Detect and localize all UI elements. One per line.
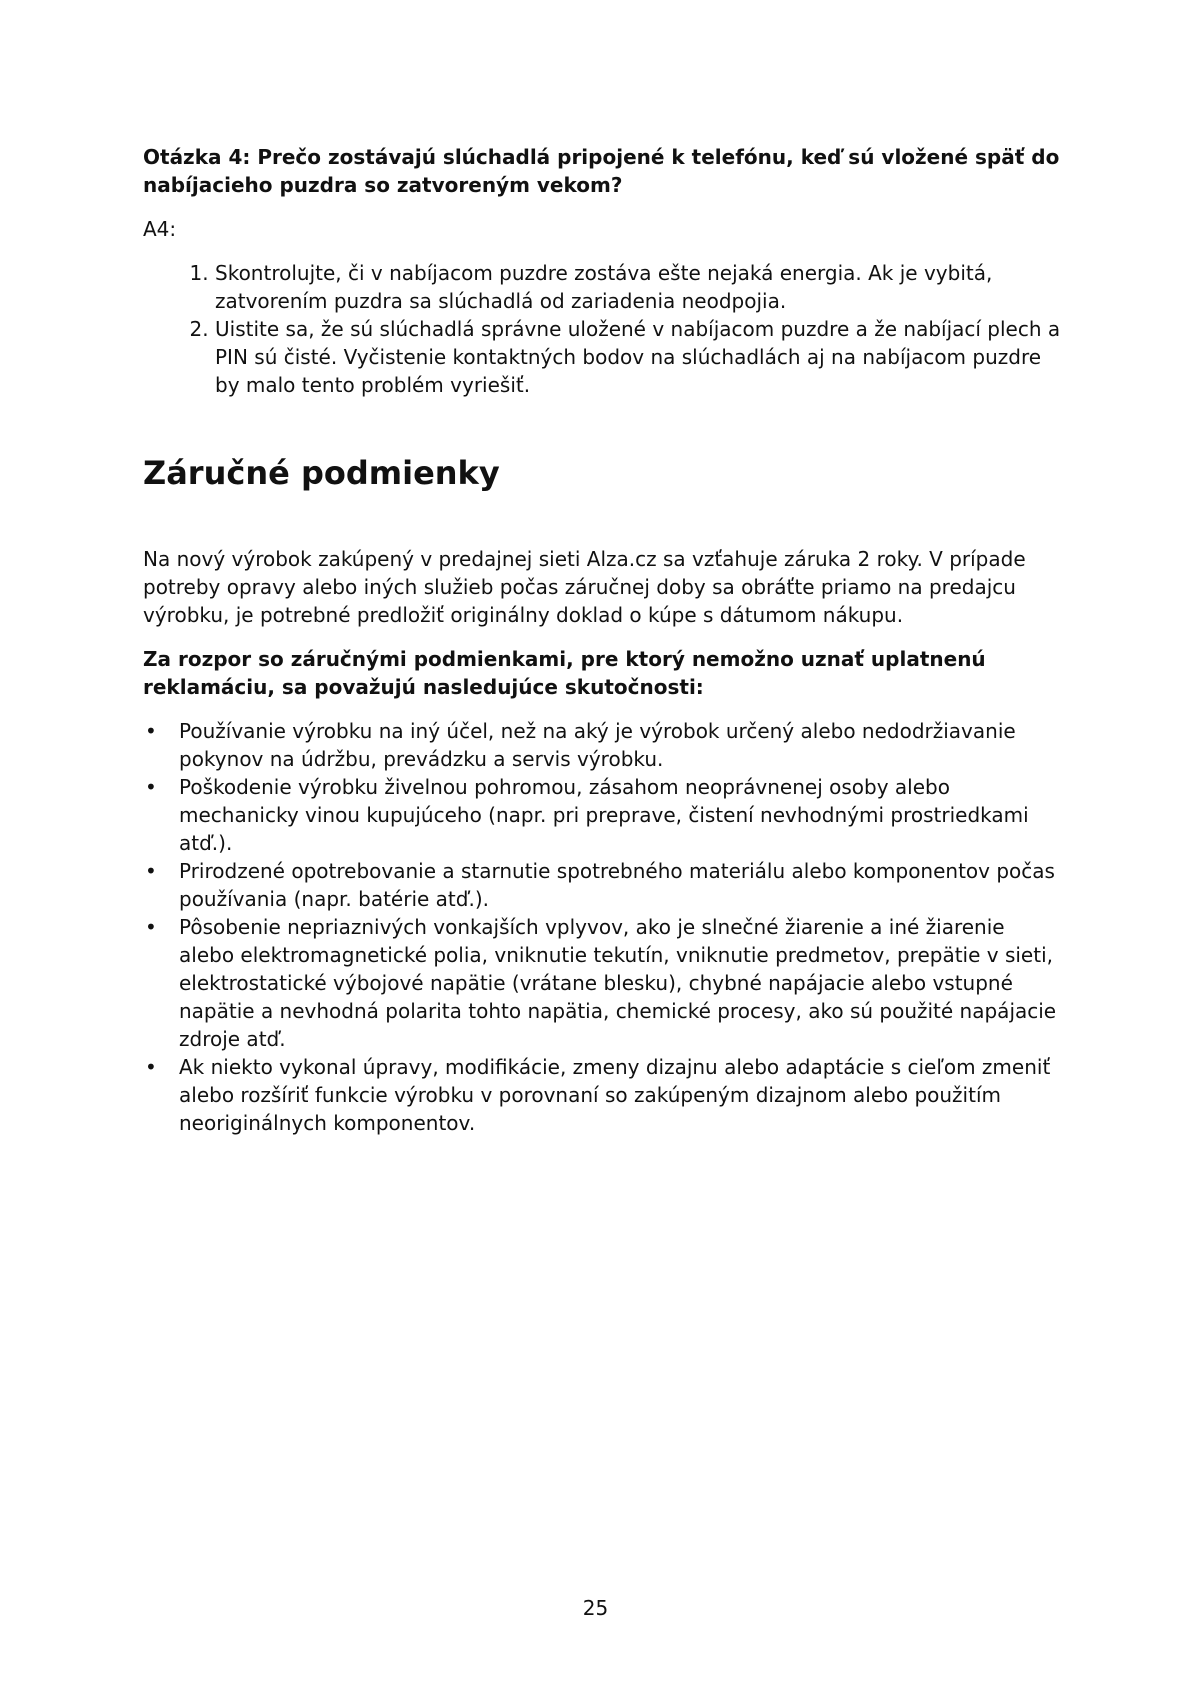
list-item: [145, 913, 1063, 1053]
list-item-text: Prirodzené opotrebovanie a starnutie spotrebného materiálu alebo komponentov počas používania (napr. batérie atď.).: [179, 859, 1055, 911]
page-content: [143, 143, 1063, 1137]
list-item: [145, 773, 1063, 857]
list-item: [145, 857, 1063, 913]
list-item-text: Používanie výrobku na iný účel, než na aký je výrobok určený alebo nedodržiavanie pokynov na údržbu, prevádzku a servis výrobku.: [179, 719, 1016, 771]
warranty-subheading: Za rozpor so záručnými podmienkami, pre ktorý nemožno uznať uplatnenú reklamáciu, sa považujú nasledujúce skutočnosti:: [143, 647, 986, 699]
page-number: 25: [582, 1596, 609, 1620]
faq-step-item: 1. Skontrolujte, či v nabíjacom puzdre zostáva ešte nejaká energia. Ak je vybitá, zatvorením puzdra sa slúchadlá od zariadenia neodpojia.: [215, 259, 1063, 315]
list-item: [145, 717, 1063, 773]
faq-question: Otázka 4: Prečo zostávajú slúchadlá pripojené k telefónu, keď sú vložené späť do nabíjacieho puzdra so zatvoreným vekom?: [143, 145, 1060, 197]
bullet-icon: •: [145, 1055, 157, 1079]
list-item: [145, 1053, 1063, 1137]
faq-answer-label: A4:: [143, 217, 177, 241]
bullet-icon: •: [145, 859, 157, 883]
bullet-icon: •: [145, 915, 157, 939]
faq-steps-list: [143, 259, 1063, 399]
list-item-text: Pôsobenie nepriaznivých vonkajších vplyvov, ako je slnečné žiarenie a iné žiarenie alebo elektromagnetické polia, vniknutie tekutín, vniknutie predmetov, prepätie v sieti, elektrostatické výbojové napätie (vrátane blesku), chybné napájacie alebo vstupné napätie a nevhodná polarita tohto napätia, chemické procesy, ako sú použité napájacie zdroje atď.: [179, 915, 1057, 1051]
list-item-text: Poškodenie výrobku živelnou pohromou, zásahom neoprávnenej osoby alebo mechanicky vinou kupujúceho (napr. pri preprave, čistení nevhodnými prostriedkami atď.).: [179, 775, 1029, 855]
faq-step-item: 2. Uistite sa, že sú slúchadlá správne uložené v nabíjacom puzdre a že nabíjací plech a PIN sú čisté. Vyčistenie kontaktných bodov na slúchadlách aj na nabíjacom puzdre by malo tento problém vyriešiť.: [215, 315, 1063, 399]
warranty-title: Záručné podmienky: [143, 454, 500, 492]
list-item-text: Ak niekto vykonal úpravy, modifikácie, zmeny dizajnu alebo adaptácie s cieľom zmeniť alebo rozšíriť funkcie výrobku v porovnaní so zakúpeným dizajnom alebo použitím neoriginálnych komponentov.: [179, 1055, 1051, 1135]
warranty-intro: Na nový výrobok zakúpený v predajnej sieti Alza.cz sa vzťahuje záruka 2 roky. V prípade potreby opravy alebo iných služieb počas záručnej doby sa obráťte priamo na predajcu výrobku, je potrebné predložiť originálny doklad o kúpe s dátumom nákupu.: [143, 547, 1026, 627]
bullet-icon: •: [145, 775, 157, 799]
bullet-icon: •: [145, 719, 157, 743]
warranty-conditions-list: [143, 717, 1063, 1137]
